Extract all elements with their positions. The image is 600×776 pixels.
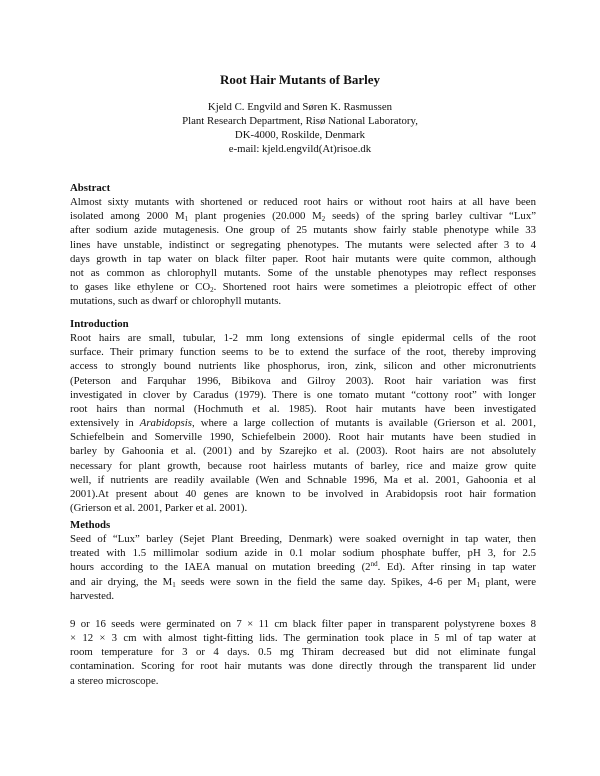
- introduction-line: extensively in Arabidopsis, where a large collection of mutants is available (Grierson et al. 2001,: [70, 417, 537, 430]
- abstract-line: isolated among 2000 $M_1$ plant progenies (20.000 $M_2$ seeds) of the spring barley cultivar “Lux”: [70, 210, 537, 224]
- methods-line: and air drying, the $M_1$ seeds were sown in the field the same day. Spikes, 4-6 per $M_1$ plant, were: [70, 575, 537, 589]
- methods-line: contamination. Scoring for root hair mutants was done directly through the transparent lid under: [70, 660, 536, 673]
- methods-line: treated with 1.5 millimolar sodium azide in 0.1 molar sodium phosphate buffer, pH 3, for 2.5: [70, 547, 536, 560]
- introduction-line: (Grierson et al. 2001, Parker et al. 2001).: [70, 502, 248, 515]
- methods-heading: Methods: [70, 519, 111, 531]
- introduction-line: Root hairs are small, tubular, 1-2 mm long extensions of single epidermal cells of the root: [70, 332, 536, 345]
- methods-line: harvested.: [70, 589, 115, 602]
- methods-line: a stereo microscope.: [70, 674, 159, 687]
- abstract-line: to gases like ethylene or $CO_2$. Shortened root hairs were sometimes a pleiotropic effect of other: [70, 281, 536, 295]
- methods-line: room temperature for 3 or 4 days. 0.5 mg Thiram decreased but did not eliminate fungal: [70, 646, 536, 659]
- introduction-line: root hairs than normal (Hochmuth et al. 1985). Root hair mutants have been investigated: [70, 402, 536, 415]
- introduction-line: surface. Their primary function seems to be to extend the surface of the root, thereby improving: [70, 346, 536, 359]
- methods-line: 9 or 16 seeds were germinated on 7 × 11 cm black filter paper in transparent polystyrene boxes 8: [70, 617, 536, 630]
- introduction-heading: Introduction: [70, 318, 129, 330]
- author-department: Plant Research Department, Risø National Laboratory,: [182, 115, 418, 127]
- introduction-section: [70, 317, 536, 515]
- abstract-section: [70, 181, 536, 308]
- methods-line: Seed of “Lux” barley (Sejet Plant Breeding, Denmark) were soaked overnight in tap water, then: [70, 533, 536, 546]
- abstract-line: days growth in tap water on black filter paper. Root hair mutants were quite common, although: [70, 252, 536, 265]
- introduction-line: access to strongly bound nutrients like phosphorus, iron, zink, silicon and other micronutrients: [70, 360, 536, 373]
- author-address: DK-4000, Roskilde, Denmark: [234, 129, 366, 141]
- paper-title: Root Hair Mutants of Barley: [219, 72, 381, 87]
- introduction-line: Schiefelbein and Somerville 1990, Schiefelbein 2000). Root hair mutants have been studied in: [70, 431, 536, 444]
- introduction-line: investigated in clover by Caradus (1979). There is one tomato mutant “cottony root” with longer: [70, 388, 536, 401]
- introduction-line: well, if nutrients are readily available (Wen and Schnable 1996, Ma et al. 2001, Gahoonia et al: [70, 473, 536, 486]
- introduction-line: (Peterson and Farquhar 1996, Bibikova and Gilroy 2003). Root hair variation was first: [70, 374, 536, 387]
- methods-line: × 12 × 3 cm with almost tight-fitting lids. The germination took place in 5 ml of tap water at: [70, 632, 536, 645]
- introduction-line: barley by Gahoonia et al. (2001) and by Szarejko et al. (2003). Root hairs are not absolutely: [70, 445, 536, 458]
- introduction-line: necessary for plant growth, because root hairless mutants of barley, rice and maize grow quite: [70, 459, 536, 472]
- methods-line: hours according to the IAEA manual on mutation breeding (2nd. Ed). After rinsing in tap water: [70, 560, 536, 574]
- abstract-line: not as common as chlorophyll mutants. Some of the unstable phenotypes may reflect responses: [70, 266, 536, 279]
- introduction-line: 2001).At present about 40 genes are known to be involved in Arabidopsis root hair formation: [70, 487, 536, 500]
- author-email: e-mail: kjeld.engvild(At)risoe.dk: [228, 143, 372, 155]
- abstract-line: Almost sixty mutants with shortened or reduced root hairs or without root hairs at all have been: [70, 196, 536, 209]
- paragraph-gap: [70, 603, 536, 617]
- methods-section: [70, 518, 536, 688]
- abstract-line: lines have unstable, indistinct or segregating phenotypes. The mutants were selected after 3 to 4: [70, 238, 536, 251]
- author-names: Kjeld C. Engvild and Søren K. Rasmussen: [207, 101, 393, 113]
- abstract-heading: Abstract: [70, 182, 111, 194]
- abstract-line: after sodium azide mutagenesis. One group of 25 mutants show fairly stable phenotype while 33: [70, 224, 536, 237]
- author-block: [0, 100, 600, 156]
- abstract-line: mutations, such as dwarf or chlorophyll mutants.: [70, 295, 282, 308]
